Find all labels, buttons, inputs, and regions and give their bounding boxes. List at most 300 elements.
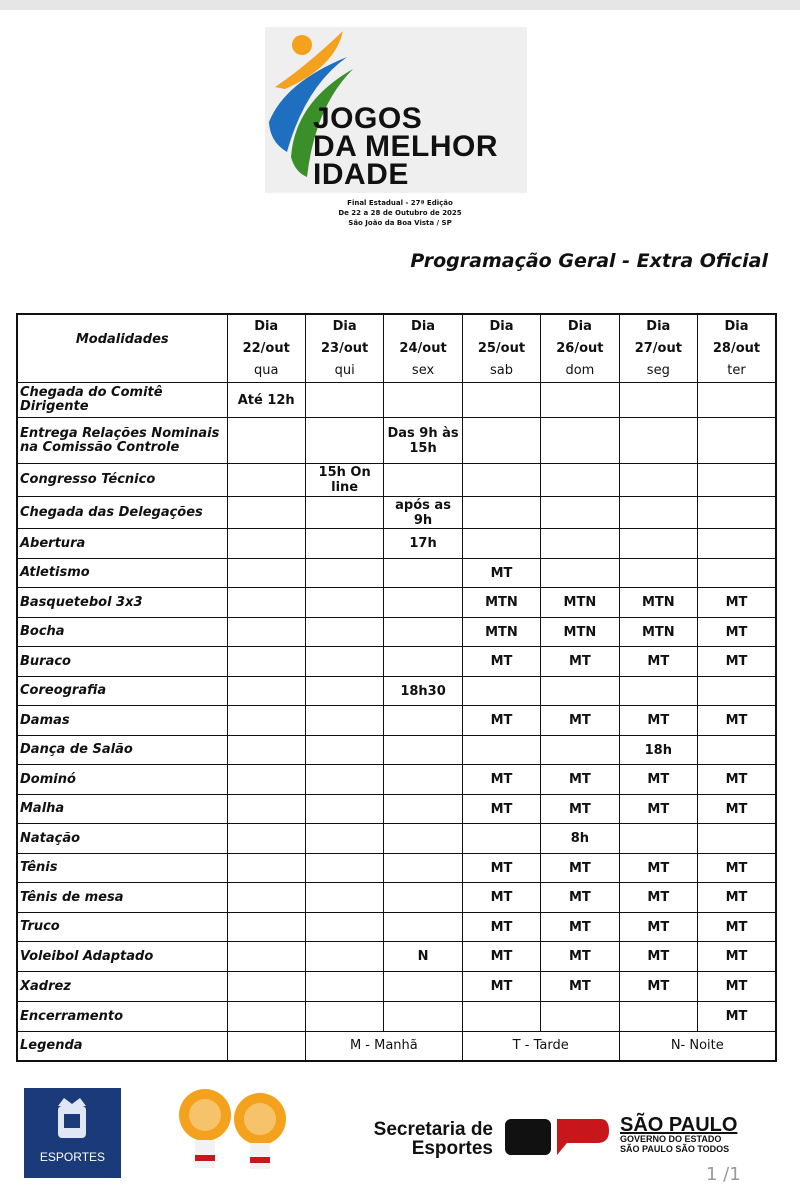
schedule-value: 18h <box>644 742 672 758</box>
schedule-cell <box>698 559 776 588</box>
modalidade-cell <box>17 418 227 464</box>
schedule-cell <box>227 736 305 765</box>
schedule-cell <box>305 972 383 1002</box>
schedule-cell <box>619 529 697 559</box>
schedule-cell <box>305 706 383 736</box>
table-row <box>17 913 776 942</box>
table-row <box>17 942 776 972</box>
schedule-cell <box>541 972 619 1002</box>
schedule-cell <box>462 854 540 883</box>
schedule-value: MTN <box>641 624 675 640</box>
day-date: 26/out <box>556 341 604 356</box>
schedule-cell <box>227 854 305 883</box>
modalidade-name: Coreografia <box>20 683 107 698</box>
schedule-cell <box>384 913 462 942</box>
schedule-value: Até 12h <box>237 392 295 408</box>
modalidade-name: Natação <box>20 830 81 846</box>
modalidade-name: Bocha <box>20 624 65 639</box>
schedule-cell <box>227 647 305 677</box>
table-row <box>17 529 776 559</box>
day-label: Dia <box>724 319 749 334</box>
modalidade-cell <box>17 942 227 972</box>
schedule-cell <box>698 883 776 913</box>
modalidade-cell <box>17 618 227 647</box>
modalidade-name: Dominó <box>20 771 76 787</box>
schedule-cell <box>698 647 776 677</box>
modalidade-name: Chegada do Comitê Dirigente <box>20 385 163 414</box>
day-date: 27/out <box>634 341 682 356</box>
schedule-value: MT <box>568 772 591 787</box>
schedule-value: MTN <box>485 595 518 610</box>
header-day <box>384 314 462 383</box>
schedule-value: MT <box>725 1009 748 1024</box>
legend-label-cell <box>17 1032 227 1061</box>
schedule-cell <box>384 647 462 677</box>
table-row <box>17 854 776 883</box>
schedule-cell <box>305 529 383 559</box>
schedule-value: MT <box>490 713 513 728</box>
schedule-cell <box>462 497 540 529</box>
table-row <box>17 497 776 529</box>
schedule-cell <box>384 618 462 647</box>
schedule-value: 17h <box>409 536 437 551</box>
schedule-cell <box>619 464 697 497</box>
modalidade-cell <box>17 647 227 677</box>
schedule-cell <box>384 942 462 972</box>
schedule-value: MT <box>647 890 670 905</box>
schedule-cell <box>462 383 540 418</box>
schedule-value: MT <box>568 919 591 935</box>
schedule-cell <box>227 1002 305 1032</box>
schedule-cell <box>619 795 697 824</box>
event-info <box>300 198 500 228</box>
secretaria-line: Esportes <box>411 1138 493 1159</box>
schedule-cell <box>541 418 619 464</box>
schedule-cell <box>462 529 540 559</box>
schedule-cell <box>227 464 305 497</box>
schedule-cell <box>305 677 383 706</box>
schedule-value: MT <box>725 713 748 728</box>
schedule-value: MT <box>568 801 591 817</box>
schedule-cell <box>698 854 776 883</box>
schedule-cell <box>619 942 697 972</box>
schedule-value: MT <box>568 654 591 669</box>
schedule-cell <box>305 559 383 588</box>
schedule-value: MTN <box>485 624 518 640</box>
schedule-value: MT <box>490 919 513 935</box>
table-row <box>17 795 776 824</box>
schedule-cell <box>541 383 619 418</box>
schedule-cell <box>541 559 619 588</box>
table-row <box>17 383 776 418</box>
schedule-value: MT <box>490 801 513 817</box>
schedule-cell <box>541 677 619 706</box>
day-date: 24/out <box>399 341 447 356</box>
schedule-cell <box>698 529 776 559</box>
table-row <box>17 618 776 647</box>
schedule-value: MT <box>725 890 748 905</box>
schedule-cell <box>462 795 540 824</box>
legend-item <box>305 1032 462 1061</box>
schedule-cell <box>698 706 776 736</box>
schedule-cell <box>384 883 462 913</box>
header-label: Modalidades <box>75 332 169 347</box>
modalidade-cell <box>17 559 227 588</box>
schedule-cell <box>698 942 776 972</box>
table-row <box>17 824 776 854</box>
day-date: 28/out <box>712 341 761 356</box>
logo-title-line: IDADE <box>313 158 409 191</box>
modalidade-cell <box>17 883 227 913</box>
schedule-value: 8h <box>570 831 590 846</box>
schedule-cell <box>305 497 383 529</box>
schedule-value: MT <box>568 979 591 994</box>
schedule-cell <box>462 736 540 765</box>
schedule-cell <box>698 497 776 529</box>
schedule-cell <box>462 464 540 497</box>
schedule-value: após as 9h <box>395 497 451 528</box>
schedule-value: MT <box>647 979 670 994</box>
sao-paulo-governo-logo <box>620 1116 737 1154</box>
schedule-cell <box>384 464 462 497</box>
schedule-value: MT <box>725 949 748 964</box>
schedule-cell <box>698 677 776 706</box>
schedule-value: 15h On line <box>318 465 371 495</box>
legend-empty-cell <box>227 1032 305 1061</box>
schedule-cell <box>541 883 619 913</box>
schedule-cell <box>462 824 540 854</box>
modalidade-name: Dança de Salão <box>20 742 133 757</box>
schedule-value: MT <box>568 949 591 964</box>
schedule-value: MTN <box>563 624 597 640</box>
modalidade-cell <box>17 588 227 618</box>
esportes-logo-text: ESPORTES <box>39 1150 106 1164</box>
schedule-cell <box>305 647 383 677</box>
schedule-cell <box>384 854 462 883</box>
schedule-cell <box>227 529 305 559</box>
day-date: 23/out <box>321 341 369 356</box>
schedule-cell <box>619 383 697 418</box>
day-weekday: seg <box>646 363 670 378</box>
schedule-value: MT <box>647 772 670 787</box>
schedule-cell <box>384 706 462 736</box>
sp-line: SÃO PAULO SÃO TODOS <box>620 1144 730 1154</box>
schedule-value: MT <box>725 772 748 787</box>
table-row <box>17 706 776 736</box>
table-row <box>17 677 776 706</box>
schedule-cell <box>462 913 540 942</box>
schedule-value: MT <box>725 654 748 669</box>
schedule-value: MT <box>490 654 513 669</box>
modalidade-name: Congresso Técnico <box>20 472 156 487</box>
schedule-cell <box>305 464 383 497</box>
day-weekday: dom <box>565 363 595 378</box>
modalidade-name: Chegada das Delegações <box>20 504 203 520</box>
schedule-cell <box>305 883 383 913</box>
schedule-cell <box>698 972 776 1002</box>
schedule-value: MT <box>725 801 748 817</box>
day-label: Dia <box>646 319 671 334</box>
schedule-cell <box>541 588 619 618</box>
schedule-cell <box>227 942 305 972</box>
schedule-value: MT <box>725 595 748 610</box>
schedule-cell <box>462 647 540 677</box>
schedule-cell <box>541 765 619 795</box>
schedule-cell <box>462 588 540 618</box>
day-date: 22/out <box>242 341 290 356</box>
schedule-cell <box>305 618 383 647</box>
schedule-cell <box>619 913 697 942</box>
schedule-value: MT <box>647 654 670 669</box>
schedule-table <box>16 313 777 1062</box>
schedule-cell <box>227 588 305 618</box>
schedule-value: N <box>417 949 429 964</box>
schedule-cell <box>619 824 697 854</box>
schedule-cell <box>384 559 462 588</box>
modalidade-cell <box>17 765 227 795</box>
schedule-cell <box>462 883 540 913</box>
day-weekday: sex <box>411 363 435 378</box>
logo-title-line: JOGOS <box>313 102 423 135</box>
schedule-cell <box>698 913 776 942</box>
modalidade-cell <box>17 706 227 736</box>
table-row <box>17 588 776 618</box>
table-row <box>17 418 776 464</box>
esportes-sao-joao-logo <box>24 1088 121 1178</box>
schedule-cell <box>541 942 619 972</box>
modalidade-cell <box>17 972 227 1002</box>
modalidade-name: Tênis <box>20 860 58 875</box>
schedule-cell <box>462 677 540 706</box>
modalidade-cell <box>17 677 227 706</box>
jogos-melhor-idade-logo <box>265 27 527 193</box>
schedule-cell <box>384 1002 462 1032</box>
modalidade-cell <box>17 824 227 854</box>
table-row <box>17 464 776 497</box>
modalidade-name: Encerramento <box>20 1008 124 1024</box>
schedule-cell <box>619 418 697 464</box>
schedule-value: MT <box>647 713 670 728</box>
schedule-cell <box>541 824 619 854</box>
legend-text: T - Tarde <box>512 1038 569 1054</box>
schedule-value: MT <box>647 919 670 935</box>
header-day <box>462 314 540 383</box>
header-day <box>619 314 697 383</box>
schedule-cell <box>384 383 462 418</box>
schedule-value: MT <box>647 860 670 876</box>
city-crest-icon <box>52 1096 92 1146</box>
schedule-cell <box>619 497 697 529</box>
schedule-cell <box>305 736 383 765</box>
table-row <box>17 736 776 765</box>
schedule-cell <box>462 418 540 464</box>
schedule-value: MT <box>647 801 670 817</box>
legend-row <box>17 1032 776 1061</box>
schedule-cell <box>541 795 619 824</box>
schedule-cell <box>305 795 383 824</box>
schedule-cell <box>698 588 776 618</box>
modalidade-cell <box>17 383 227 418</box>
schedule-cell <box>462 1002 540 1032</box>
modalidade-cell <box>17 736 227 765</box>
schedule-value: MT <box>568 713 591 728</box>
schedule-value: MTN <box>563 595 597 610</box>
schedule-cell <box>619 972 697 1002</box>
schedule-cell <box>305 765 383 795</box>
schedule-cell <box>305 913 383 942</box>
modalidade-name: Malha <box>20 801 65 816</box>
top-bar <box>0 0 800 10</box>
schedule-cell <box>384 677 462 706</box>
table-row <box>17 647 776 677</box>
schedule-cell <box>541 854 619 883</box>
schedule-cell <box>698 795 776 824</box>
table-row <box>17 559 776 588</box>
day-label: Dia <box>254 319 279 334</box>
legend-item <box>619 1032 776 1061</box>
schedule-cell <box>227 618 305 647</box>
day-weekday: qui <box>334 363 355 378</box>
day-label: Dia <box>567 319 592 334</box>
legend-label: Legenda <box>20 1038 83 1054</box>
schedule-cell <box>541 497 619 529</box>
schedule-cell <box>541 1002 619 1032</box>
schedule-value: MT <box>725 624 748 640</box>
schedule-cell <box>305 418 383 464</box>
schedule-cell <box>619 618 697 647</box>
modalidade-cell <box>17 464 227 497</box>
schedule-cell <box>462 706 540 736</box>
schedule-cell <box>227 383 305 418</box>
day-label: Dia <box>332 319 357 334</box>
schedule-cell <box>462 765 540 795</box>
schedule-value: Das 9h às 15h <box>387 425 459 456</box>
schedule-cell <box>698 765 776 795</box>
schedule-cell <box>541 706 619 736</box>
day-weekday: qua <box>253 363 279 378</box>
schedule-cell <box>305 942 383 972</box>
schedule-cell <box>698 1002 776 1032</box>
secretaria-esportes-text <box>338 1120 493 1158</box>
modalidade-name: Abertura <box>20 535 86 551</box>
modalidade-name: Atletismo <box>20 565 90 580</box>
schedule-cell <box>619 854 697 883</box>
modalidade-cell <box>17 1002 227 1032</box>
header-modalidades <box>17 314 227 383</box>
day-label: Dia <box>489 319 514 334</box>
schedule-cell <box>227 913 305 942</box>
modalidade-cell <box>17 854 227 883</box>
modalidade-name: Tênis de mesa <box>20 889 124 905</box>
sp-line: GOVERNO DO ESTADO <box>620 1134 722 1144</box>
modalidade-name: Truco <box>20 919 60 934</box>
event-edition: Final Estadual - 27ª Edição <box>347 199 453 207</box>
schedule-cell <box>462 559 540 588</box>
header-day <box>698 314 776 383</box>
modalidade-name: Entrega Relações Nominais na Comissão Controle <box>20 425 220 455</box>
schedule-cell <box>384 588 462 618</box>
schedule-value: MT <box>568 860 591 876</box>
schedule-value: MT <box>490 565 513 581</box>
logo-title-line: DA MELHOR <box>313 130 499 163</box>
schedule-value: 18h30 <box>400 683 446 699</box>
schedule-value: MT <box>568 890 591 905</box>
modalidade-name: Xadrez <box>20 978 71 994</box>
table-row <box>17 972 776 1002</box>
schedule-cell <box>698 824 776 854</box>
schedule-cell <box>698 418 776 464</box>
schedule-cell <box>384 795 462 824</box>
schedule-value: MT <box>725 919 748 935</box>
event-dates: De 22 a 28 de Outubro de 2025 <box>338 209 462 217</box>
schedule-cell <box>541 529 619 559</box>
schedule-cell <box>227 497 305 529</box>
schedule-cell <box>698 464 776 497</box>
day-date: 25/out <box>477 341 526 356</box>
schedule-cell <box>384 765 462 795</box>
header-day <box>305 314 383 383</box>
table-row <box>17 765 776 795</box>
schedule-cell <box>227 418 305 464</box>
schedule-cell <box>384 736 462 765</box>
schedule-cell <box>462 942 540 972</box>
schedule-value: MT <box>490 772 513 787</box>
schedule-value: MT <box>490 949 513 964</box>
schedule-cell <box>541 736 619 765</box>
schedule-cell <box>619 736 697 765</box>
schedule-value: MT <box>725 979 748 994</box>
modalidade-cell <box>17 913 227 942</box>
schedule-cell <box>619 765 697 795</box>
schedule-cell <box>305 383 383 418</box>
table-header-row <box>17 314 776 383</box>
schedule-cell <box>305 588 383 618</box>
modalidade-cell <box>17 497 227 529</box>
day-weekday: ter <box>727 363 746 378</box>
modalidade-name: Damas <box>20 712 70 728</box>
schedule-cell <box>462 972 540 1002</box>
schedule-cell <box>541 464 619 497</box>
schedule-cell <box>619 588 697 618</box>
schedule-cell <box>541 913 619 942</box>
schedule-value: MTN <box>641 595 675 610</box>
schedule-cell <box>541 647 619 677</box>
legend-item <box>462 1032 619 1061</box>
header-day <box>541 314 619 383</box>
schedule-value: MT <box>490 860 513 876</box>
schedule-cell <box>619 706 697 736</box>
schedule-cell <box>227 824 305 854</box>
schedule-cell <box>698 383 776 418</box>
schedule-cell <box>384 418 462 464</box>
page-title: Programação Geral - Extra Oficial <box>410 250 768 272</box>
schedule-cell <box>305 854 383 883</box>
sp-logo-icon <box>505 1117 611 1157</box>
schedule-cell <box>384 497 462 529</box>
schedule-cell <box>462 618 540 647</box>
legend-text: N- Noite <box>670 1038 724 1054</box>
schedule-cell <box>541 618 619 647</box>
schedule-cell <box>227 706 305 736</box>
schedule-cell <box>227 765 305 795</box>
schedule-cell <box>619 647 697 677</box>
schedule-value: MT <box>490 979 513 994</box>
modalidade-name: Voleibol Adaptado <box>20 948 154 964</box>
day-weekday: sab <box>489 363 513 378</box>
schedule-value: MT <box>647 949 670 964</box>
schedule-cell <box>227 677 305 706</box>
schedule-cell <box>619 1002 697 1032</box>
